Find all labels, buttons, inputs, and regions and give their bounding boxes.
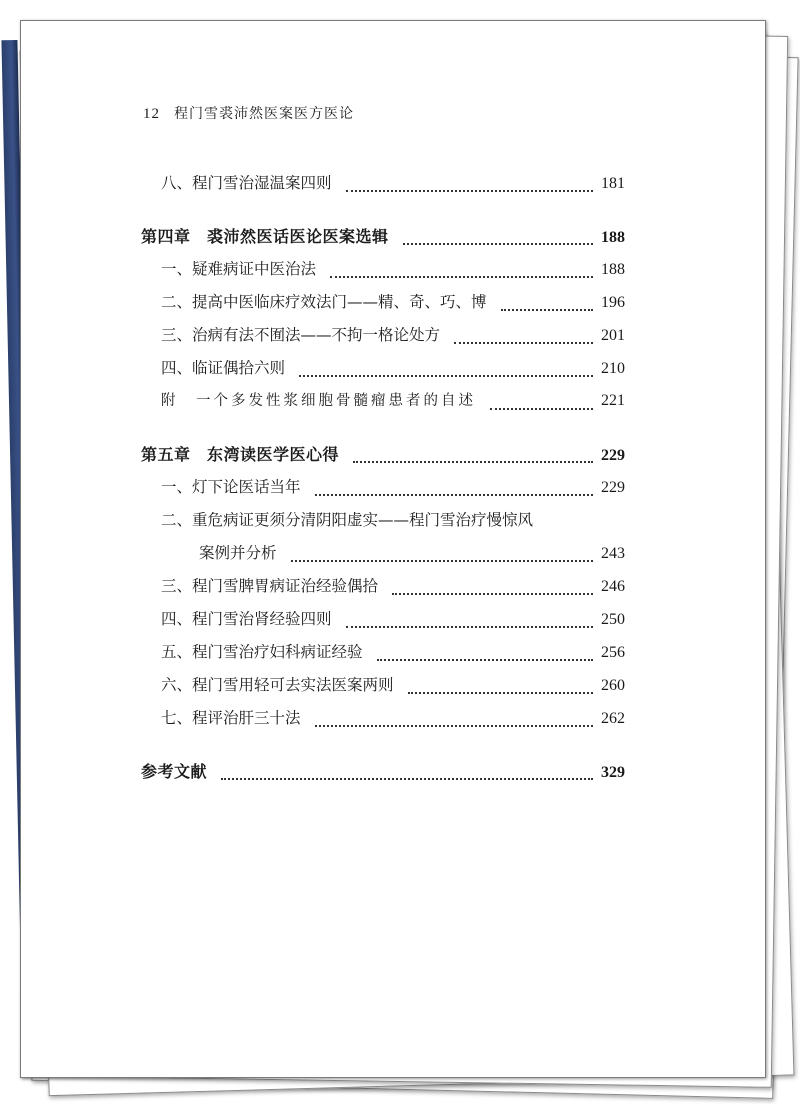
- toc-entry-label: 四、临证偶拾六则: [161, 359, 286, 377]
- leader-dots: [330, 276, 593, 278]
- toc-entry-label: 附 一个多发性浆细胞骨髓瘤患者的自述: [161, 393, 476, 409]
- toc-entry-label: 一、灯下论医话当年: [161, 478, 301, 496]
- toc-entry[interactable]: [141, 640, 625, 673]
- toc-entry-page: 201: [601, 327, 625, 344]
- toc-entry-label: 八、程门雪治湿温案四则: [161, 174, 332, 192]
- toc-entry[interactable]: [141, 356, 625, 389]
- toc-page: [20, 20, 766, 1078]
- toc-entry[interactable]: [141, 323, 625, 356]
- toc-entry-label-cont: 案例并分析: [199, 544, 277, 562]
- toc-entry[interactable]: [141, 290, 625, 323]
- toc-entry-label: 二、提高中医临床疗效法门——精、奇、巧、博: [161, 293, 487, 311]
- toc-entry-page: 196: [601, 294, 625, 311]
- leader-dots: [408, 692, 593, 694]
- toc-chapter-label: 参考文献: [141, 762, 208, 781]
- toc-entry[interactable]: [141, 257, 625, 290]
- toc-entry-label: 三、治病有法不囿法——不拘一格论处方: [161, 326, 441, 344]
- leader-dots: [291, 560, 593, 562]
- leader-dots: [221, 778, 593, 780]
- toc-entry-appendix[interactable]: [141, 389, 625, 422]
- toc-entry[interactable]: [141, 171, 625, 204]
- leader-dots: [315, 494, 593, 496]
- table-of-contents: [141, 171, 625, 792]
- toc-entry-page: 188: [601, 261, 625, 278]
- toc-entry-page: 229: [601, 479, 625, 496]
- leader-dots: [454, 342, 593, 344]
- toc-chapter-4[interactable]: [141, 224, 625, 257]
- toc-chapter-page: 329: [601, 764, 625, 781]
- toc-entry-page: 210: [601, 360, 625, 377]
- toc-entry-continuation[interactable]: [141, 541, 625, 574]
- toc-entry[interactable]: [141, 475, 625, 508]
- toc-chapter-label: 第五章 东湾读医学医心得: [141, 445, 340, 464]
- leader-dots: [315, 725, 593, 727]
- toc-entry-page: 221: [601, 392, 625, 409]
- toc-entry-page: 262: [601, 710, 625, 727]
- leader-dots: [403, 243, 593, 245]
- toc-entry-label: 三、程门雪脾胃病证治经验偶拾: [161, 577, 379, 595]
- leader-dots: [501, 309, 593, 311]
- book-title: 程门雪裘沛然医案医方医论: [174, 106, 354, 122]
- toc-entry[interactable]: [141, 574, 625, 607]
- toc-chapter-page: 229: [601, 447, 625, 464]
- toc-chapter-5[interactable]: [141, 442, 625, 475]
- toc-entry[interactable]: [141, 607, 625, 640]
- leader-dots: [346, 626, 593, 628]
- toc-entry[interactable]: [141, 706, 625, 739]
- toc-entry-label: 五、程门雪治疗妇科病证经验: [161, 643, 363, 661]
- toc-entry-label: 七、程评治肝三十法: [161, 709, 301, 727]
- toc-entry-label: 四、程门雪治肾经验四则: [161, 610, 332, 628]
- toc-chapter-label: 第四章 裘沛然医话医论医案选辑: [141, 227, 389, 246]
- leader-dots: [377, 659, 593, 661]
- toc-entry-label: 六、程门雪用轻可去实法医案两则: [161, 676, 394, 694]
- toc-entry[interactable]: [141, 673, 625, 706]
- toc-entry-page: 250: [601, 611, 625, 628]
- toc-entry-label: 二、重危病证更须分清阴阳虚实——程门雪治疗慢惊风: [161, 511, 534, 529]
- toc-entry-page: 246: [601, 578, 625, 595]
- toc-entry-label: 一、疑难病证中医治法: [161, 260, 317, 278]
- toc-entry-page: 243: [601, 545, 625, 562]
- toc-chapter-page: 188: [601, 229, 625, 246]
- leader-dots: [392, 593, 593, 595]
- page-number: 12: [143, 106, 160, 122]
- leader-dots: [299, 375, 593, 377]
- leader-dots: [346, 190, 593, 192]
- toc-entry-page: 181: [601, 175, 625, 192]
- toc-references[interactable]: [141, 759, 625, 792]
- leader-dots: [353, 461, 593, 463]
- running-head: [143, 103, 354, 123]
- toc-entry-page: 260: [601, 677, 625, 694]
- toc-entry-first-line[interactable]: [141, 508, 625, 541]
- leader-dots: [490, 408, 593, 410]
- toc-entry-page: 256: [601, 644, 625, 661]
